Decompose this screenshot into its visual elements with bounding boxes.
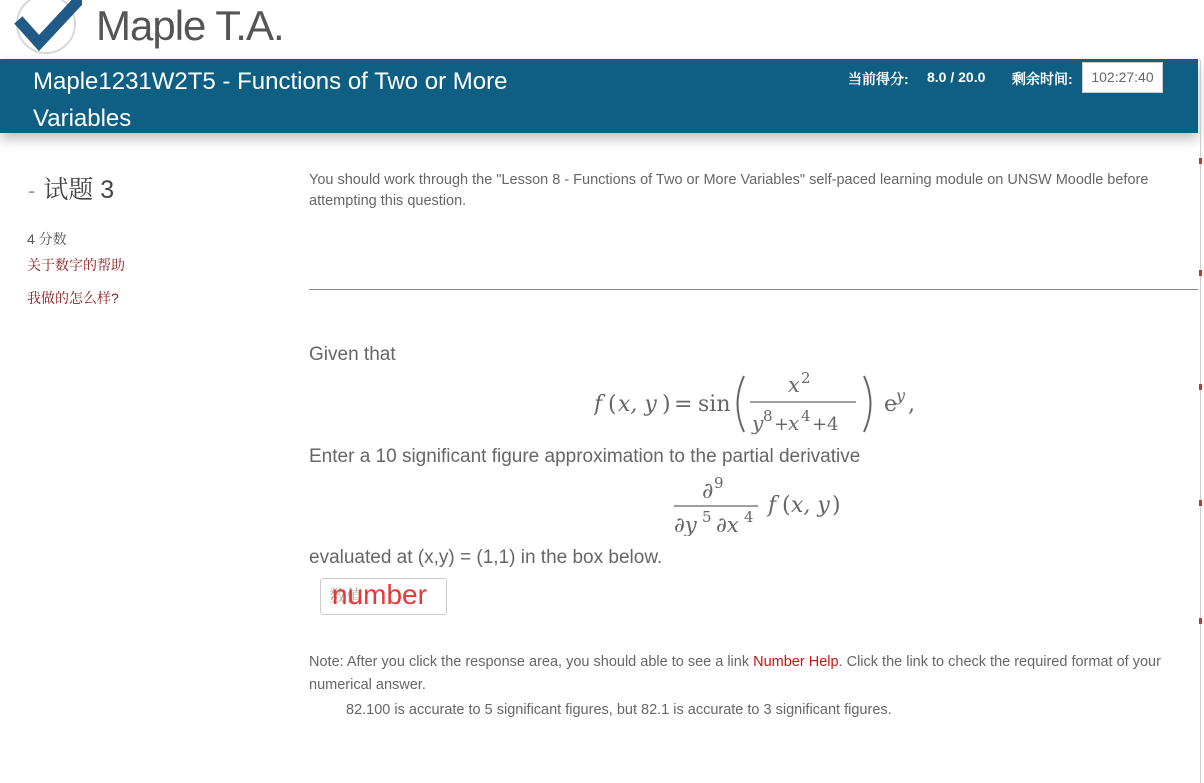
- svg-text:+: +: [774, 414, 790, 435]
- svg-text:=: =: [674, 392, 693, 417]
- svg-text:4: 4: [744, 508, 754, 526]
- svg-text:x, y: x, y: [791, 493, 830, 518]
- score-label: 当前得分:: [848, 71, 909, 87]
- svg-text:e: e: [884, 392, 898, 417]
- score-value: 8.0 / 20.0: [927, 69, 986, 85]
- svg-text:x, y: x, y: [618, 392, 657, 417]
- svg-text:,: ,: [908, 392, 915, 417]
- edge-marker: [1199, 500, 1202, 506]
- svg-text:): ): [662, 392, 671, 417]
- evaluation-text: evaluated at (x,y) = (1,1) in the box below.: [309, 547, 663, 568]
- instruction-text: Enter a 10 significant figure approximation to the partial derivative: [309, 446, 861, 467]
- partial-derivative-formula: [672, 474, 842, 536]
- question-points: 4 分数: [27, 231, 67, 247]
- svg-text:f: f: [594, 392, 603, 417]
- how-did-i-do-link[interactable]: 我做的怎么样?: [27, 290, 119, 306]
- svg-text:∂: ∂: [702, 479, 714, 504]
- collapse-dash-icon[interactable]: -: [28, 178, 36, 203]
- edge-marker: [1199, 270, 1202, 276]
- given-text: Given that: [309, 344, 396, 365]
- svg-text:2: 2: [801, 370, 811, 387]
- significant-figures-example: 82.100 is accurate to 5 significant figures, but 82.1 is accurate to 3 significant figures.: [346, 702, 892, 718]
- number-help-link[interactable]: 关于数字的帮助: [27, 257, 125, 273]
- svg-text:∂x: ∂x: [716, 513, 739, 536]
- assignment-header: [0, 59, 1198, 133]
- svg-text:x: x: [788, 373, 800, 397]
- note-prefix: Note: After you click the response area, you should able to see a link: [309, 654, 754, 670]
- checkmark-logo-icon: [12, 0, 82, 58]
- question-title[interactable]: [28, 170, 114, 206]
- svg-text:∂y: ∂y: [674, 513, 697, 536]
- note-text: [309, 651, 1199, 697]
- number-help-link-inline[interactable]: Number Help: [753, 654, 839, 670]
- svg-text:(: (: [608, 392, 617, 417]
- svg-text:y: y: [896, 386, 906, 405]
- function-formula: [594, 370, 924, 440]
- edge-marker: [1199, 384, 1202, 390]
- svg-text:4: 4: [801, 407, 811, 425]
- logo-text: Maple T.A.: [96, 2, 284, 49]
- svg-text:+4: +4: [812, 414, 839, 435]
- number-type-label: number: [332, 579, 427, 610]
- question-title-text: 试题 3: [43, 176, 115, 204]
- edge-marker: [1199, 618, 1202, 624]
- svg-text:(: (: [782, 493, 791, 518]
- answer-input[interactable]: [320, 578, 447, 615]
- time-remaining-timer: 102:27:40: [1082, 62, 1163, 93]
- svg-text:x: x: [788, 411, 800, 435]
- svg-text:): ): [832, 493, 841, 518]
- question-intro: You should work through the "Lesson 8 - Functions of Two or More Variables" self-paced learning module on UNSW Moodle before attempting this question.: [309, 172, 1149, 209]
- svg-text:9: 9: [714, 474, 724, 492]
- svg-text:sin: sin: [698, 392, 731, 417]
- logo-bar: [0, 0, 1204, 60]
- svg-text:y: y: [752, 411, 764, 435]
- svg-text:8: 8: [763, 407, 773, 425]
- svg-text:f: f: [768, 493, 777, 518]
- note-suffix: . Click the link to check the required format of your numerical answer.: [309, 654, 1161, 693]
- right-edge-border: [1200, 60, 1201, 783]
- edge-marker: [1199, 158, 1202, 164]
- time-remaining-label: 剩余时间:: [1012, 71, 1073, 87]
- svg-text:5: 5: [702, 508, 712, 526]
- divider: [309, 289, 1198, 290]
- assignment-title: Maple1231W2T5 - Functions of Two or More Variables: [33, 68, 508, 132]
